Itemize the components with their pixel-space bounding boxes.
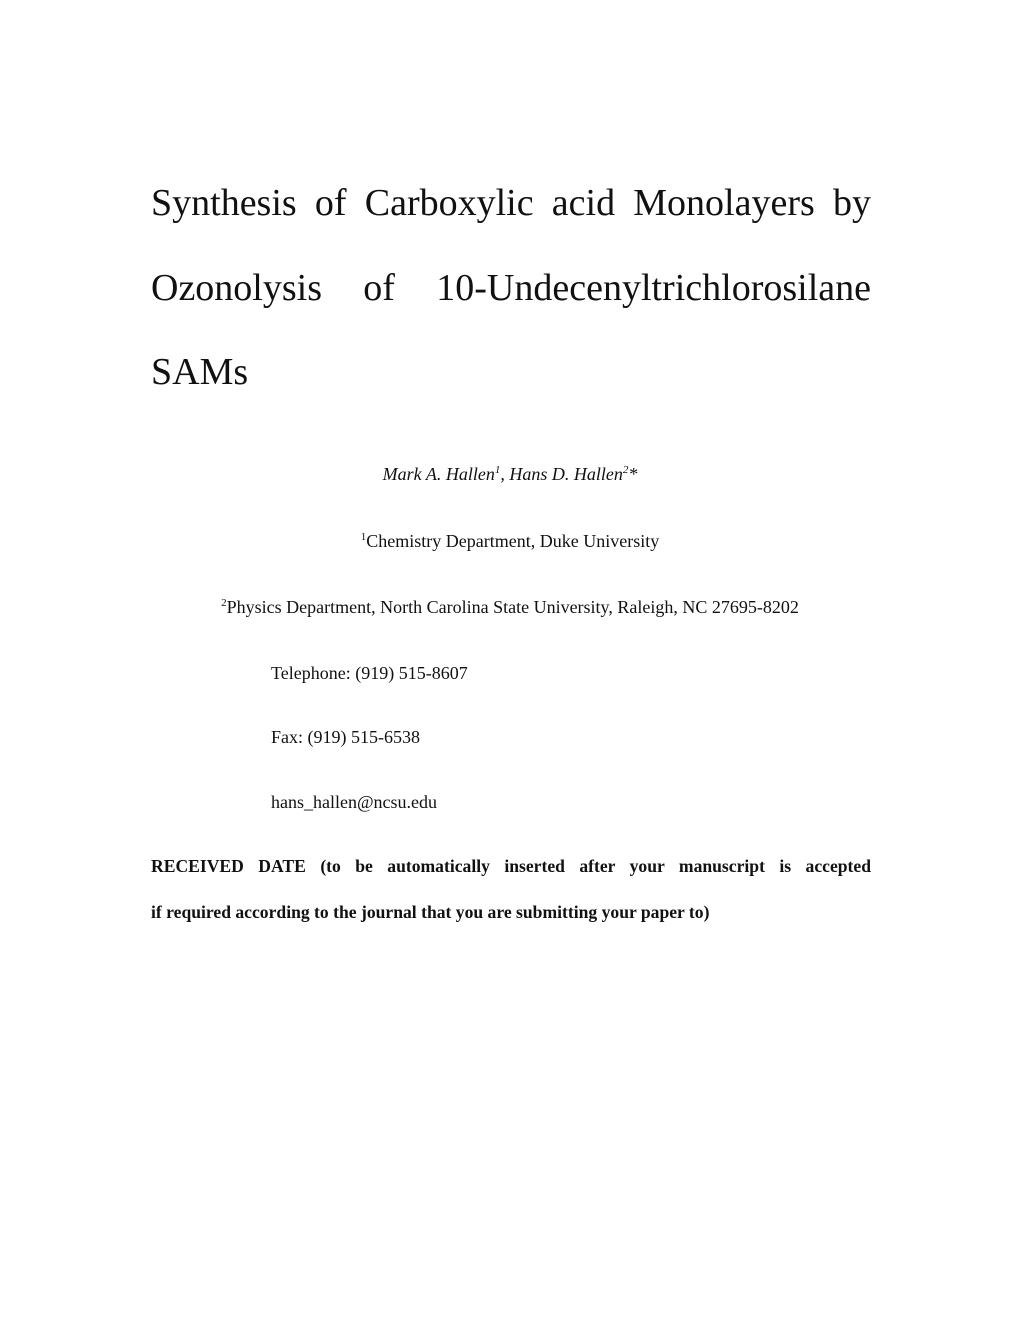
affiliation-text: Chemistry Department, Duke University [366,531,660,551]
author-separator: , [500,464,510,484]
contact-telephone: Telephone: (919) 515-8607 [271,663,468,683]
title-word: of [363,267,395,309]
title-word: acid [551,182,616,224]
contact-email: hans_hallen@ncsu.edu [271,792,438,812]
title-word: Monolayers [633,182,815,224]
affiliation-mark: 2 [221,597,227,609]
title-line-2 [151,266,871,310]
received-date-line-1: RECEIVED DATE (to be automatically inserted after your manuscript is accepted [151,856,871,876]
affiliation [0,530,1020,552]
author-list [0,463,1020,485]
title-line-3: SAMs [151,351,249,393]
author-name: Mark A. Hallen [382,464,495,484]
author-affiliation-mark: 1 [494,464,501,476]
title-line-1 [151,181,871,225]
title-word: of [314,182,347,224]
author-name: Hans D. Hallen [509,464,623,484]
contact-fax: Fax: (919) 515-6538 [271,727,420,747]
received-date-line-2: if required according to the journal that you are submitting your paper to) [151,902,710,922]
affiliation-text: Physics Department, North Carolina State University, Raleigh, NC 27695-8202 [226,597,799,617]
affiliation [0,596,1020,618]
corresponding-author-mark: * [628,464,638,484]
author-affiliation-mark: 2 [622,464,629,476]
title-word: Synthesis [151,182,297,224]
title-word: by [832,182,871,224]
title-word: Carboxylic [364,182,534,224]
affiliation-mark: 1 [360,531,367,543]
title-word: 10-Undecenyltrichlorosilane [436,267,871,309]
title-word: Ozonolysis [151,267,322,309]
